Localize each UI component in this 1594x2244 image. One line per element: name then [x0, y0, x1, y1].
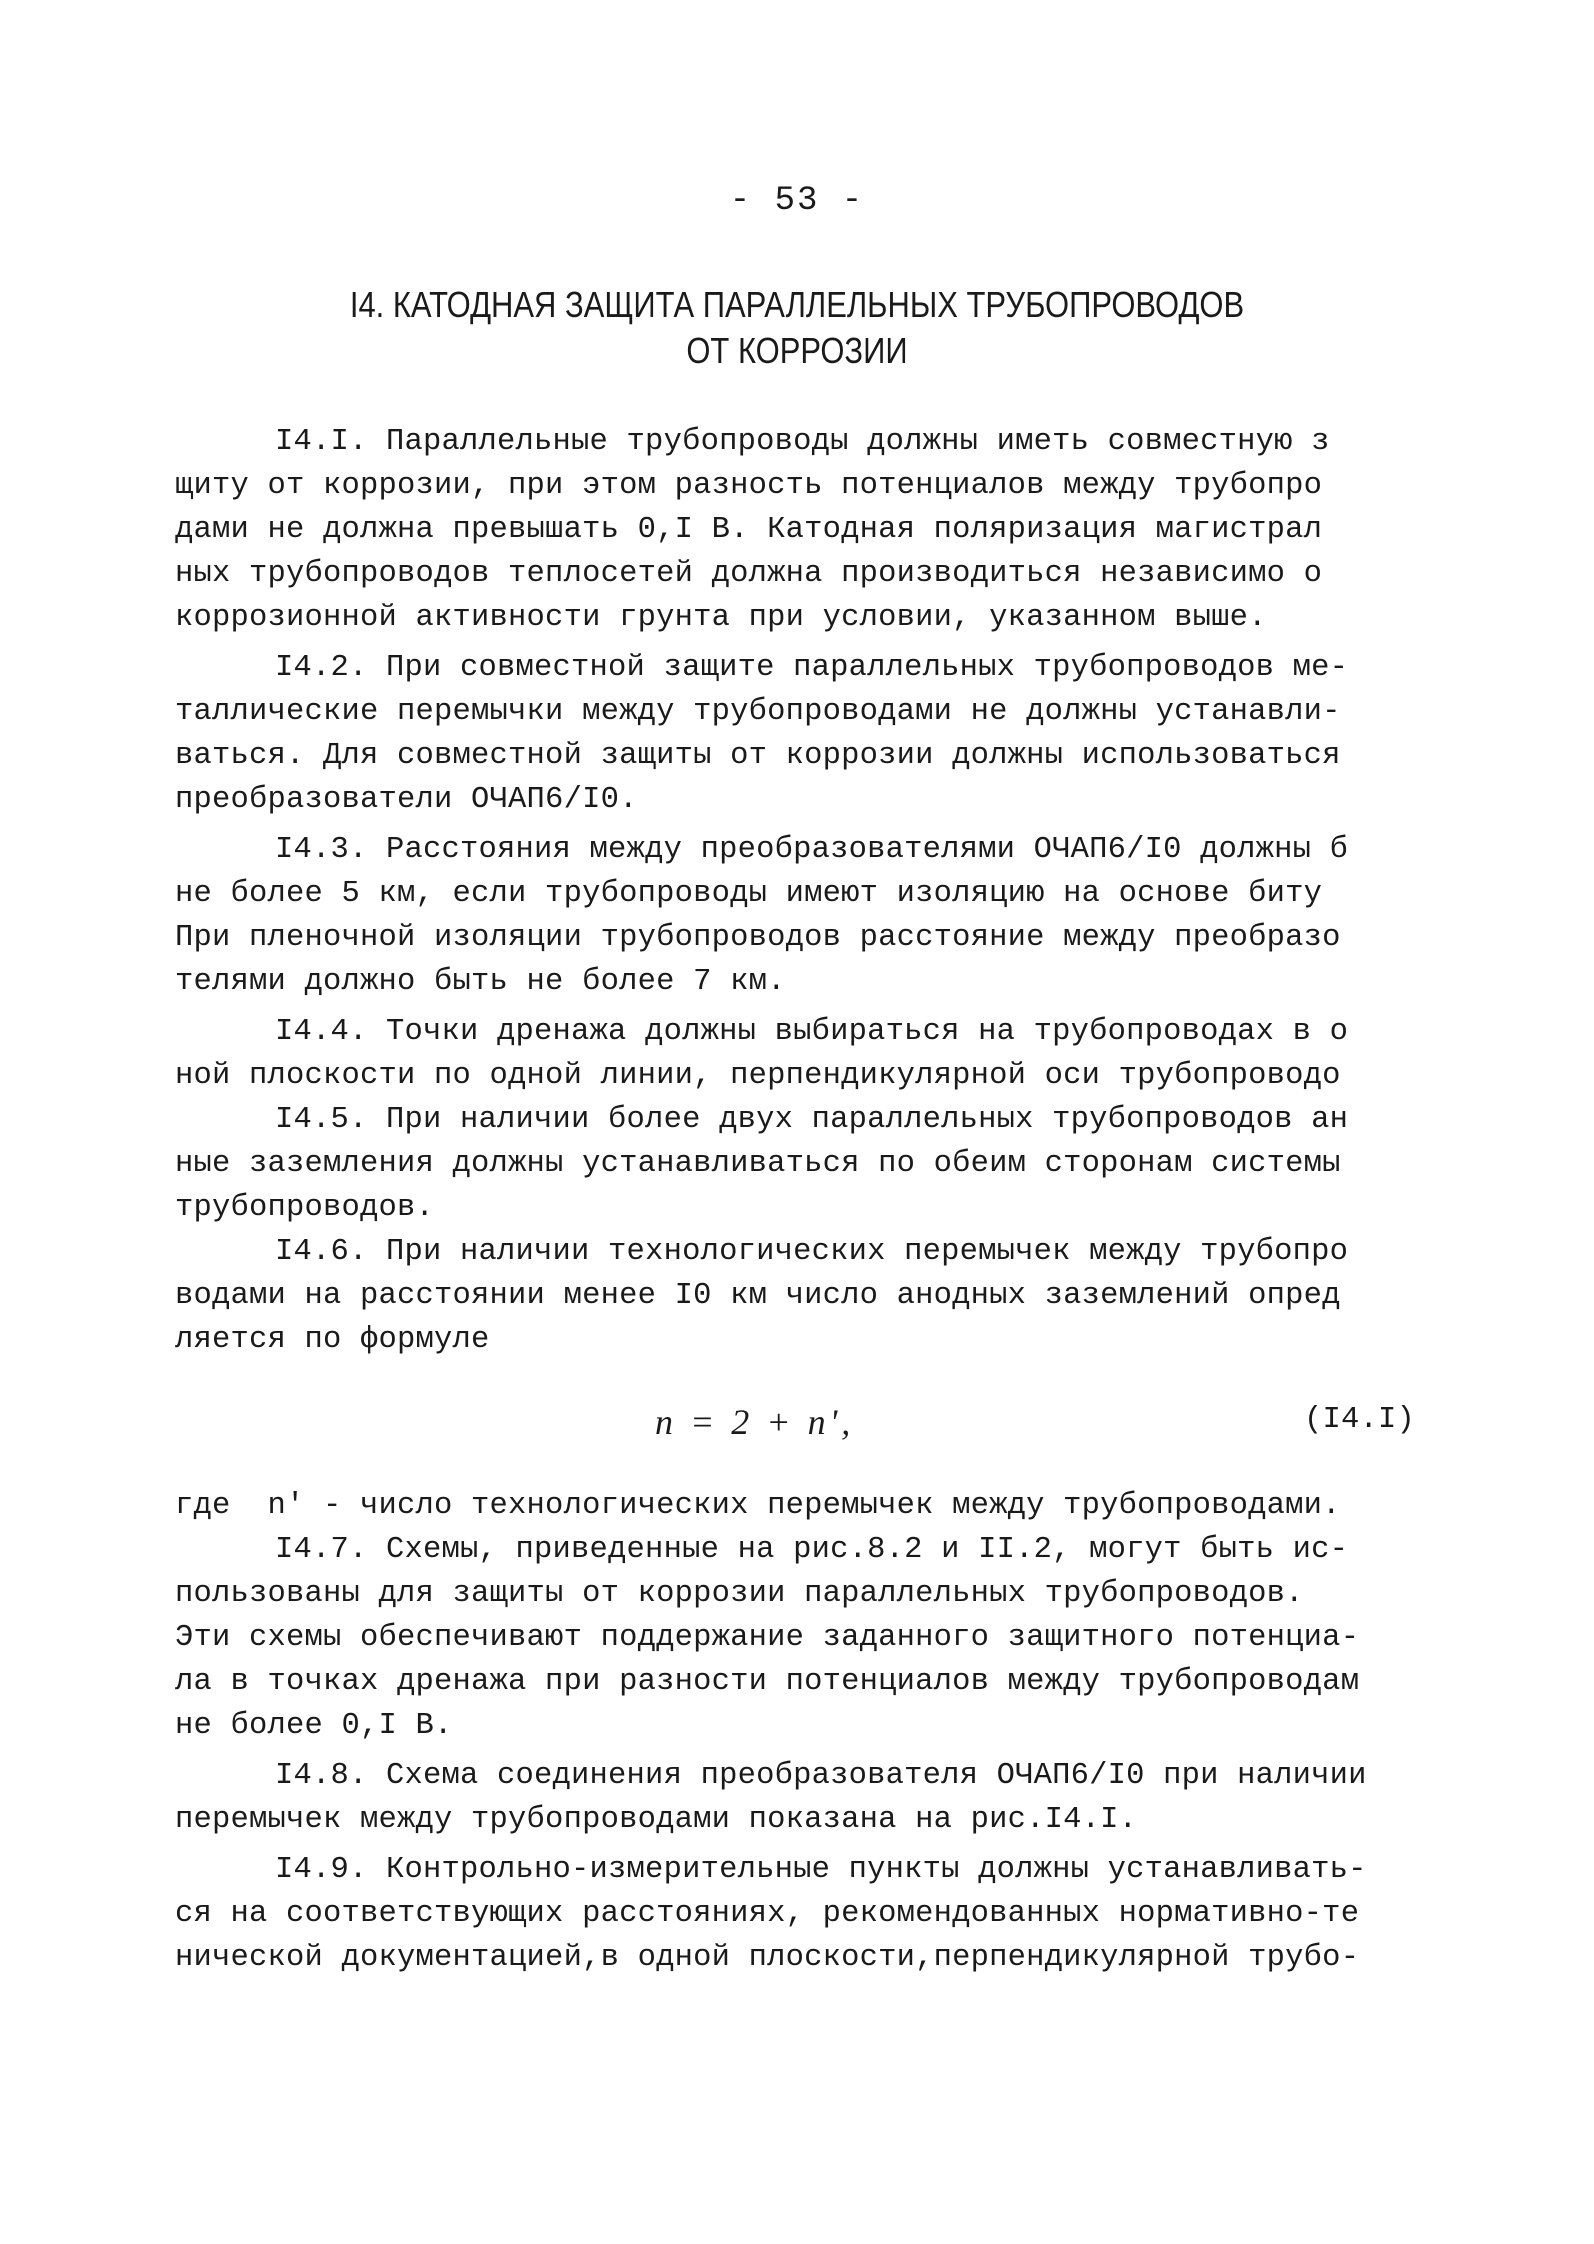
text-line: телями должно быть не более 7 км.	[175, 965, 786, 999]
text-line: I4.7. Схемы, приведенные на рис.8.2 и II.2, могут быть ис-	[275, 1533, 1349, 1567]
text-line: ные заземления должны устанавливаться по обеим сторонам системы	[175, 1147, 1341, 1181]
text-line: ся на соответствующих расстояниях, рекомендованных нормативно-те	[175, 1897, 1360, 1931]
text-line: При пленочной изоляции трубопроводов расстояние между преобразо	[175, 921, 1341, 955]
text-line: таллические перемычки между трубопроводами не должны устанавли-	[175, 695, 1341, 729]
text-line: I4.3. Расстояния между преобразователями ОЧАП6/I0 должны б	[275, 833, 1349, 867]
section-title-line-2: ОТ КОРРОЗИИ	[686, 330, 908, 371]
text-line: коррозионной активности грунта при условии, указанном выше.	[175, 601, 1267, 635]
page-number: - 53 -	[729, 182, 865, 220]
text-line: водами на расстоянии менее I0 км число анодных заземлений опред	[175, 1279, 1341, 1313]
text-line: I4.8. Схема соединения преобразователя ОЧАП6/I0 при наличии	[275, 1759, 1367, 1793]
text-line: нической документацией,в одной плоскости,перпендикулярной трубо-	[175, 1941, 1360, 1975]
text-line: I4.4. Точки дренажа должны выбираться на трубопроводах в о	[275, 1015, 1349, 1049]
text-line: I4.I. Параллельные трубопроводы должны иметь совместную з	[275, 425, 1330, 459]
text-line: ной плоскости по одной линии, перпендикулярной оси трубопроводо	[175, 1059, 1341, 1093]
text-line: пользованы для защиты от коррозии параллельных трубопроводов.	[175, 1577, 1304, 1611]
text-line: щиту от коррозии, при этом разность потенциалов между трубопро	[175, 469, 1323, 503]
section-heading	[112, 282, 1483, 374]
section-title-line-1: I4. КАТОДНАЯ ЗАЩИТА ПАРАЛЛЕЛЬНЫХ ТРУБОПРОВОДОВ	[349, 284, 1245, 325]
text-line: не более 5 км, если трубопроводы имеют изоляцию на основе биту	[175, 877, 1323, 911]
text-line: ляется по формуле	[175, 1323, 490, 1357]
formula-row	[175, 1376, 1415, 1480]
text-line: перемычек между трубопроводами показана на рис.I4.I.	[175, 1803, 1138, 1837]
formula: n = 2 + n',	[655, 1402, 855, 1442]
text-line: I4.9. Контрольно-измерительные пункты должны устанавливать-	[275, 1853, 1367, 1887]
text-line: ла в точках дренажа при разности потенциалов между трубопроводам	[175, 1665, 1360, 1699]
text-line: Эти схемы обеспечивают поддержание заданного защитного потенциа-	[175, 1621, 1360, 1655]
text-line: ваться. Для совместной защиты от коррозии должны использоваться	[175, 739, 1341, 773]
text-line: I4.2. При совместной защите параллельных трубопроводов ме-	[275, 651, 1349, 685]
text-line: I4.6. При наличии технологических перемычек между трубопро	[275, 1235, 1349, 1269]
text-line: где n' - число технологических перемычек между трубопроводами.	[175, 1489, 1341, 1523]
formula-number: (I4.I)	[1303, 1403, 1415, 1437]
text-line: трубопроводов.	[175, 1191, 435, 1225]
text-line: I4.5. При наличии более двух параллельных трубопроводов ан	[275, 1103, 1349, 1137]
text-line: преобразователи ОЧАП6/I0.	[175, 783, 638, 817]
body-text	[175, 420, 1415, 1980]
text-line: не более 0,I В.	[175, 1709, 453, 1743]
text-line: дами не должна превышать 0,I В. Катодная поляризация магистрал	[175, 513, 1323, 547]
text-line: ных трубопроводов теплосетей должна производиться независимо о	[175, 557, 1323, 591]
